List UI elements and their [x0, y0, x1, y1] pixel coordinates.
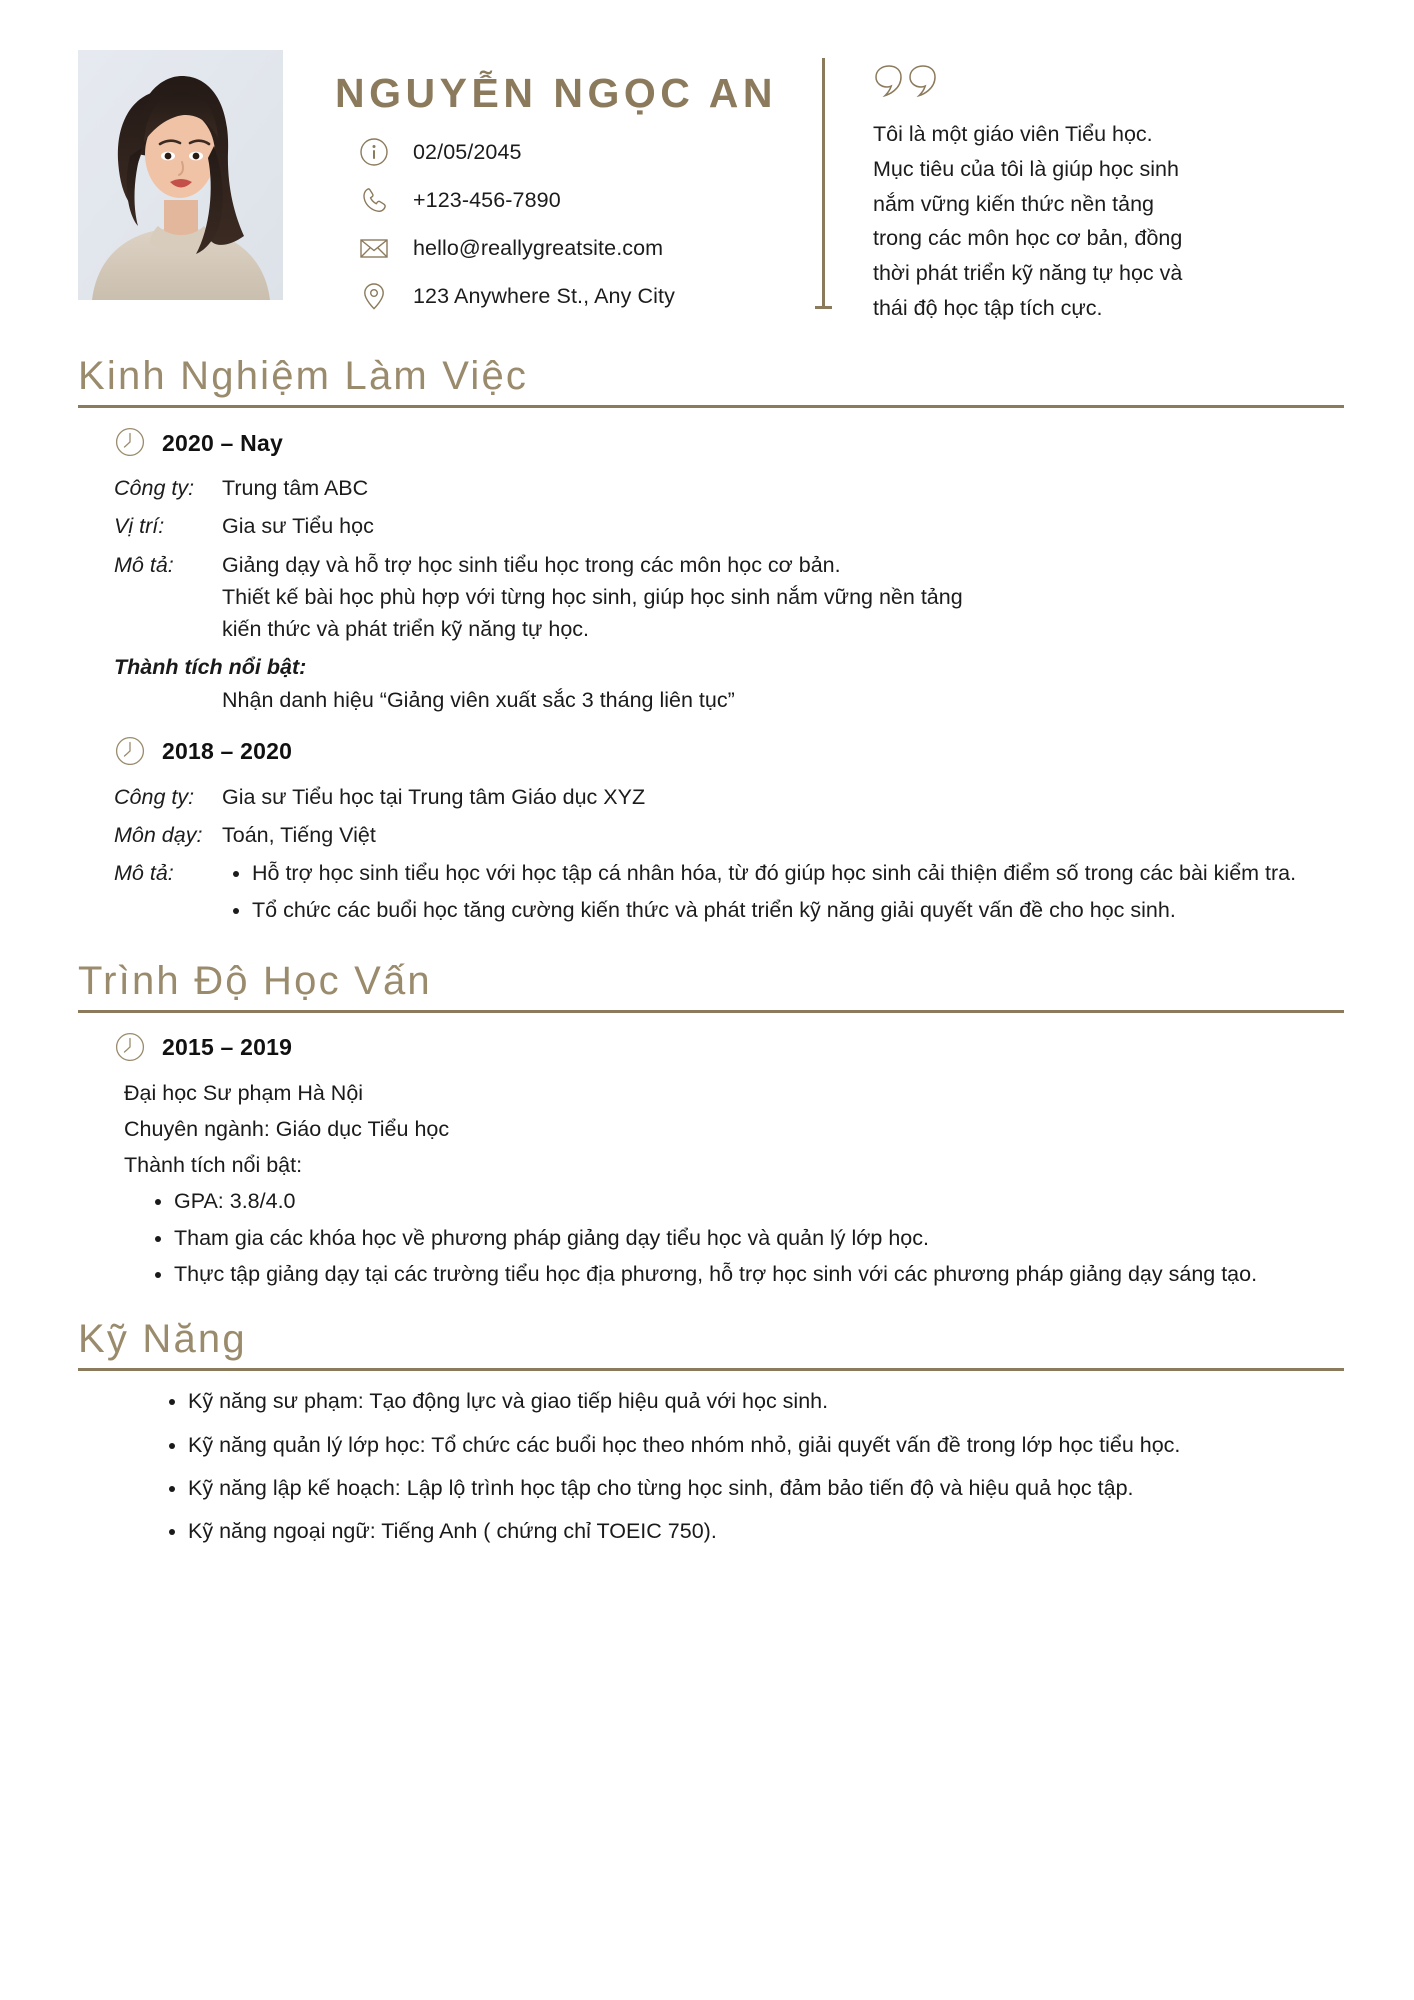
education-school: Đại học Sư phạm Hà Nội	[124, 1080, 364, 1105]
row-label: Công ty:	[114, 476, 195, 501]
row-value: Gia sư Tiểu học	[222, 514, 374, 539]
contact-value: 123 Anywhere St., Any City	[413, 283, 675, 308]
page-title: NGUYỄN NGỌC AN	[335, 70, 777, 116]
row-value	[222, 549, 1344, 646]
description-line: Giảng dạy và hỗ trợ học sinh tiểu học trong các môn học cơ bản.	[222, 552, 841, 577]
entry-row-subjects	[114, 819, 1344, 851]
entry-row-company	[114, 472, 1344, 504]
education-bullets	[124, 1185, 1344, 1290]
list-item: • Tham gia các khóa học về phương pháp giảng dạy tiểu học và quản lý lớp học.	[174, 1222, 1344, 1254]
contact-value: +123-456-7890	[413, 187, 561, 212]
experience-entry	[78, 426, 1344, 717]
info-icon	[357, 135, 391, 169]
row-value: Gia sư Tiểu học tại Trung tâm Giáo dục XYZ	[222, 784, 646, 809]
clock-icon	[114, 735, 148, 769]
education-body	[114, 1077, 1344, 1291]
entry-date: 2018 – 2020	[162, 738, 293, 765]
quote-icon	[873, 64, 1344, 103]
description-bullets	[222, 857, 1344, 927]
row-label: Công ty:	[114, 784, 195, 809]
entry-row-description	[114, 857, 1344, 932]
row-value	[222, 857, 1344, 932]
contact-phone	[357, 183, 803, 217]
row-value: Trung tâm ABC	[222, 476, 369, 501]
row-label: Môn dạy:	[114, 822, 203, 847]
entry-row-position	[114, 510, 1344, 542]
section-experience	[0, 353, 1414, 932]
row-label: Mô tả:	[114, 861, 174, 886]
list-item: • Tổ chức các buổi học tăng cường kiến thức và phát triển kỹ năng giải quyết vấn đề cho học sinh.	[252, 894, 1344, 926]
row-label: Vị trí:	[114, 514, 165, 539]
entry-date: 2020 – Nay	[162, 429, 283, 456]
list-item: • GPA: 3.8/4.0	[174, 1185, 1344, 1217]
list-item: • Kỹ năng sư phạm: Tạo động lực và giao tiếp hiệu quả với học sinh.	[188, 1385, 1344, 1418]
skills-list	[78, 1385, 1344, 1548]
header-divider	[803, 50, 843, 327]
description-line: kiến thức và phát triển kỹ năng tự học.	[222, 617, 590, 642]
entry-row-company	[114, 781, 1344, 813]
avatar	[78, 50, 283, 300]
phone-icon	[357, 183, 391, 217]
list-item: • Kỹ năng lập kế hoạch: Lập lộ trình học tập cho từng học sinh, đảm bảo tiến độ và hiệu quả học tập.	[188, 1472, 1344, 1505]
section-title-skills: Kỹ Năng	[78, 1317, 247, 1362]
section-rule	[78, 1010, 1344, 1013]
header-summary	[843, 50, 1344, 327]
education-achievement-label: Thành tích nổi bật:	[124, 1153, 303, 1178]
list-item: • Kỹ năng ngoại ngữ: Tiếng Anh ( chứng chỉ TOEIC 750).	[188, 1515, 1344, 1548]
achievement-label: Thành tích nổi bật:	[114, 655, 307, 680]
entry-date-row	[114, 735, 1344, 769]
section-title-education: Trình Độ Học Vấn	[78, 958, 432, 1003]
contact-value: 02/05/2045	[413, 139, 522, 164]
row-value: Toán, Tiếng Việt	[222, 822, 376, 847]
experience-entry	[78, 735, 1344, 932]
achievement-text: Nhận danh hiệu “Giảng viên xuất sắc 3 tháng liên tục”	[222, 688, 735, 713]
portrait-illustration	[78, 50, 283, 300]
section-title-experience: Kinh Nghiệm Làm Việc	[78, 354, 529, 399]
contact-address	[357, 279, 803, 313]
entry-date-row	[114, 1031, 1344, 1065]
contact-list	[309, 135, 803, 313]
section-skills	[0, 1316, 1414, 1548]
header-identity	[283, 50, 803, 327]
list-item: • Kỹ năng quản lý lớp học: Tổ chức các buổi học theo nhóm nhỏ, giải quyết vấn đề trong lớp học tiểu học.	[188, 1429, 1344, 1462]
list-item: • Hỗ trợ học sinh tiểu học với học tập cá nhân hóa, từ đó giúp học sinh cải thiện điểm số trong các bài kiểm tra.	[252, 857, 1344, 889]
entry-date-row	[114, 426, 1344, 460]
entry-row-description	[114, 549, 1344, 646]
email-icon	[357, 231, 391, 265]
contact-email	[357, 231, 803, 265]
summary-text: Tôi là một giáo viên Tiểu học. Mục tiêu của tôi là giúp học sinh nắm vững kiến thức nền tảng trong các môn học cơ bản, đồng thời phát triển kỹ năng tự học và thái độ học tập tích cực.	[873, 122, 1183, 321]
section-rule	[78, 405, 1344, 408]
description-line: Thiết kế bài học phù hợp với từng học sinh, giúp học sinh nắm vững nền tảng	[222, 584, 963, 609]
education-major: Chuyên ngành: Giáo dục Tiểu học	[124, 1116, 450, 1141]
contact-value: hello@reallygreatsite.com	[413, 235, 664, 260]
header	[0, 0, 1414, 327]
location-icon	[357, 279, 391, 313]
section-education	[0, 958, 1414, 1291]
clock-icon	[114, 426, 148, 460]
education-entry	[78, 1031, 1344, 1291]
entry-date: 2015 – 2019	[162, 1034, 293, 1061]
list-item: • Thực tập giảng dạy tại các trường tiểu học địa phương, hỗ trợ học sinh với các phương pháp giảng dạy sáng tạo.	[174, 1258, 1344, 1290]
contact-birthdate	[357, 135, 803, 169]
row-label: Mô tả:	[114, 552, 174, 577]
section-rule	[78, 1368, 1344, 1371]
clock-icon	[114, 1031, 148, 1065]
